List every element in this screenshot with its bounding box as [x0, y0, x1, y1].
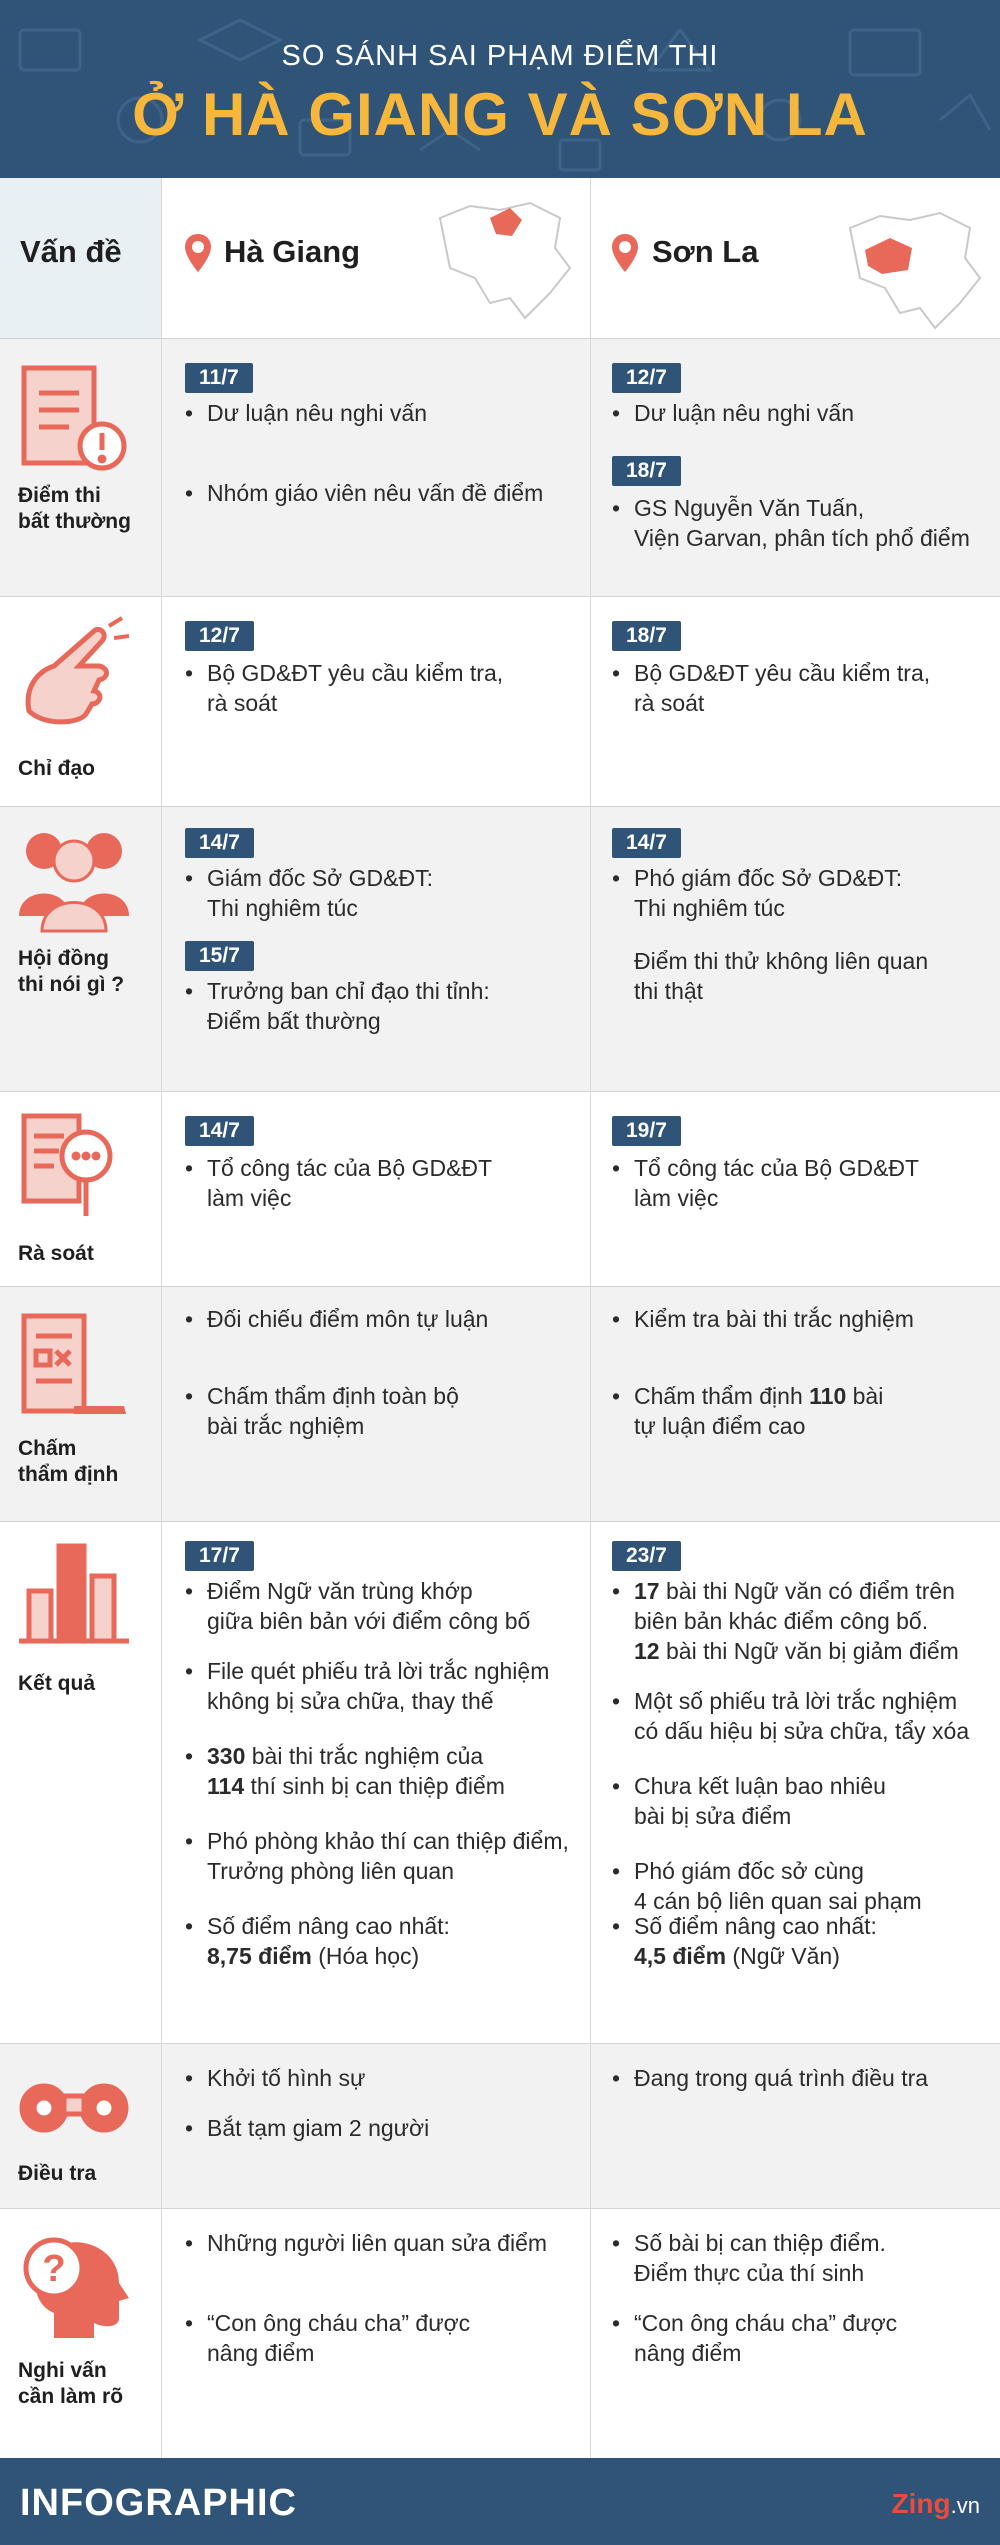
header-title: Ở HÀ GIANG VÀ SƠN LA	[132, 81, 868, 148]
header-banner	[0, 0, 1000, 178]
list-item: • Kiểm tra bài thi trắc nghiệm	[612, 1304, 914, 1334]
list-item: • Giám đốc Sở GD&ĐT: Thi nghiêm túc	[185, 863, 433, 923]
column-divider	[161, 178, 162, 2458]
date-badge: 18/7	[612, 621, 681, 651]
location-pin-icon	[610, 233, 640, 273]
list-item: • Bộ GD&ĐT yêu cầu kiểm tra, rà soát	[612, 658, 930, 718]
list-item: Điểm thi thử không liên quan thi thật	[634, 948, 929, 1004]
date-badge: 15/7	[185, 941, 254, 971]
abnormal-document-icon	[14, 358, 134, 478]
son-la-header: Sơn La	[652, 234, 759, 269]
list-item: • Phó giám đốc sở cùng 4 cán bộ liên quan sai phạm	[612, 1856, 922, 1916]
list-item: • Dư luận nêu nghi vấn	[185, 398, 427, 428]
issue-cell-council	[0, 806, 161, 1091]
checklist-pen-icon	[14, 1306, 134, 1426]
list-item: • GS Nguyễn Văn Tuấn, Viện Garvan, phân tích phổ điểm	[612, 493, 970, 553]
list-item: • Dư luận nêu nghi vấn	[612, 398, 854, 428]
list-item: • “Con ông cháu cha” được nâng điểm	[612, 2308, 897, 2368]
header-subtitle: SO SÁNH SAI PHẠM ĐIỂM THI	[281, 40, 719, 72]
date-badge: 12/7	[612, 363, 681, 393]
issue-label: Điểm thi bất thường	[18, 484, 131, 533]
list-item: • 330 bài thi trắc nghiệm của 114 thí sinh bị can thiệp điểm	[185, 1741, 505, 1801]
issue-cell-appraisal	[0, 1286, 161, 1521]
date-badge: 12/7	[185, 621, 254, 651]
pointing-hand-icon	[14, 616, 134, 736]
date-badge: 23/7	[612, 1541, 681, 1571]
issue-label: Hội đồng thi nói gì ?	[18, 947, 125, 996]
footer-bar	[0, 2458, 1000, 2545]
issue-label: Kết quả	[18, 1672, 96, 1695]
list-item: • Tổ công tác của Bộ GD&ĐT làm việc	[185, 1153, 492, 1213]
list-item: • “Con ông cháu cha” được nâng điểm	[185, 2308, 470, 2368]
location-pin-icon	[183, 233, 213, 273]
issue-label: Rà soát	[18, 1242, 94, 1265]
list-item: • 17 bài thi Ngữ văn có điểm trên biên bản khác điểm công bố. 12 bài thi Ngữ văn bị giảm điểm	[612, 1576, 959, 1666]
issue-label: Điều tra	[18, 2162, 97, 2185]
issue-cell-questions	[0, 2208, 161, 2458]
son-la-map-icon	[840, 208, 990, 333]
ha-giang-map-icon	[430, 198, 580, 323]
date-badge: 17/7	[185, 1541, 254, 1571]
list-item: • Phó giám đốc Sở GD&ĐT: Thi nghiêm túc	[612, 863, 902, 923]
magnifier-document-icon	[14, 1106, 134, 1226]
column-divider	[590, 178, 591, 2458]
issue-column-header	[0, 178, 161, 338]
issue-label: Nghi vấn cần làm rõ	[18, 2359, 124, 2408]
list-item: • Khởi tố hình sự	[185, 2063, 365, 2093]
issue-label: Chỉ đạo	[18, 757, 95, 780]
list-item: • Chưa kết luận bao nhiêu bài bị sửa điểm	[612, 1771, 886, 1831]
list-item: • Trưởng ban chỉ đạo thi tỉnh: Điểm bất thường	[185, 976, 490, 1036]
list-item: • Chấm thẩm định toàn bộ bài trắc nghiệm	[185, 1381, 459, 1441]
list-item: • File quét phiếu trả lời trắc nghiệm không bị sửa chữa, thay thế	[185, 1656, 549, 1716]
issue-cell-abnormal	[0, 338, 161, 596]
date-badge: 14/7	[185, 1116, 254, 1146]
question-head-icon	[14, 2223, 134, 2343]
footer-brand: INFOGRAPHIC	[20, 2482, 297, 2524]
date-badge: 11/7	[185, 363, 253, 393]
zing-logo: Zing.vn	[891, 2488, 980, 2519]
ha-giang-header: Hà Giang	[224, 234, 361, 269]
council-people-icon	[14, 821, 134, 941]
date-badge: 14/7	[612, 828, 681, 858]
list-item: • Tổ công tác của Bộ GD&ĐT làm việc	[612, 1153, 919, 1213]
binoculars-icon	[14, 2048, 134, 2168]
list-item: • Đang trong quá trình điều tra	[612, 2063, 928, 2093]
list-item: • Nhóm giáo viên nêu vấn đề điểm	[185, 478, 543, 508]
list-item: • Số điểm nâng cao nhất: 4,5 điểm (Ngữ Văn)	[612, 1911, 877, 1971]
issue-cell-investigation	[0, 2043, 161, 2208]
issue-label: Chấm thẩm định	[18, 1437, 119, 1486]
date-badge: 18/7	[612, 456, 681, 486]
list-item: • Bắt tạm giam 2 người	[185, 2113, 429, 2143]
list-item: • Đối chiếu điểm môn tự luận	[185, 1304, 488, 1334]
list-item: • Phó phòng khảo thí can thiệp điểm, Trưởng phòng liên quan	[185, 1826, 569, 1886]
list-item: • Số bài bị can thiệp điểm. Điểm thực của thí sinh	[612, 2228, 886, 2288]
list-item: • Điểm Ngữ văn trùng khớp giữa biên bản với điểm công bố	[185, 1576, 530, 1636]
issue-cell-direction	[0, 596, 161, 806]
date-badge: 19/7	[612, 1116, 681, 1146]
svg-text:?: ?	[42, 2248, 66, 2290]
list-item: • Một số phiếu trả lời trắc nghiệm có dấu hiệu bị sửa chữa, tẩy xóa	[612, 1686, 969, 1746]
date-badge: 14/7	[185, 828, 254, 858]
list-item: • Những người liên quan sửa điểm	[185, 2228, 547, 2258]
issue-cell-review	[0, 1091, 161, 1286]
list-item: • Số điểm nâng cao nhất: 8,75 điểm (Hóa học)	[185, 1911, 450, 1971]
bar-result-icon	[14, 1536, 134, 1656]
list-item: • Chấm thẩm định 110 bài tự luận điểm cao	[612, 1381, 883, 1441]
issue-cell-result	[0, 1521, 161, 2043]
issue-header-label: Vấn đề	[20, 234, 122, 269]
list-item: • Bộ GD&ĐT yêu cầu kiểm tra, rà soát	[185, 658, 503, 718]
